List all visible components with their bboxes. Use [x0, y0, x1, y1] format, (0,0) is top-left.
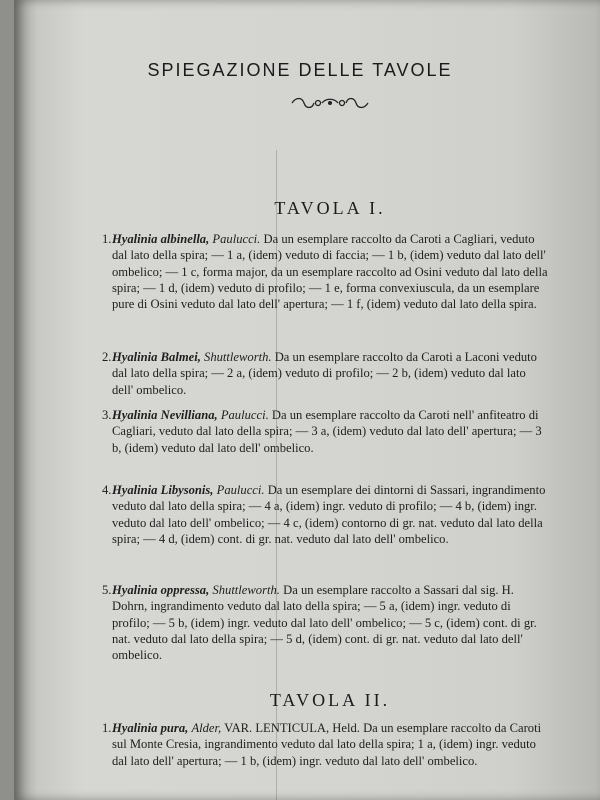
- entry-3: [102, 407, 550, 456]
- entry-description: Da un esemplare raccolto da Caroti a Laconi veduto dal lato della spira; — 2 a, (idem) veduto di profilo; — 2 b, (idem) veduto dal lato dell' ombelico.: [112, 350, 537, 397]
- tavola-1-heading: TAVOLA I.: [274, 198, 386, 218]
- species-name: Hyalinia Nevilliana,: [112, 408, 218, 422]
- species-name: Hyalinia albinella,: [112, 232, 210, 246]
- entry-number: 1.: [102, 721, 112, 735]
- author-name: Paulucci.: [220, 408, 269, 422]
- entry-number: 2.: [102, 350, 112, 364]
- entry-1: [102, 231, 550, 312]
- entry-description: Da un esemplare raccolto a Sassari dal sig. H. Dohrn, ingrandimento veduto dal lato della spira; — 5 a, (idem) ingr. veduto di profilo; — 5 b, (idem) ingr. veduto dal lato dell' ombelico; — 5 c, (idem) cont. di gr. nat. veduto dal lato della spira; — 5 d, (idem) cont. di gr. nat. veduto dal lato dell' ombelico.: [112, 583, 537, 663]
- floral-ornament-icon: [288, 96, 372, 110]
- author-name: Shuttleworth.: [212, 583, 280, 597]
- species-name: Hyalinia oppressa,: [112, 583, 210, 597]
- scanned-page: [14, 0, 600, 800]
- page-title: SPIEGAZIONE DELLE TAVOLE: [147, 60, 453, 80]
- author-name: Shuttleworth.: [204, 350, 272, 364]
- entry-number: 1.: [102, 232, 112, 246]
- author-name: Paulucci.: [216, 483, 265, 497]
- entry-description: VAR. LENTICULA, Held. Da un esemplare raccolto da Caroti sul Monte Cresia, ingrandimento veduto dal lato della spira; 1 a, (idem) ingr. veduto dal lato dell' apertura; — 1 b, (idem) ingr. veduto dal lato dell' ombelico.: [112, 721, 542, 768]
- entry-6: [102, 720, 550, 769]
- tavola-2-heading: TAVOLA II.: [269, 690, 391, 710]
- entry-number: 5.: [102, 583, 112, 597]
- entry-number: 4.: [102, 483, 112, 497]
- entry-description: Da un esemplare raccolto da Caroti a Cagliari, veduto dal lato della spira; — 1 a, (idem) veduto di faccia; — 1 b, (idem) veduto dal lato dell' ombelico; — 1 c, forma major, da un esemplare raccolto ad Osini veduto dal lato della spira; — 1 d, (idem) veduto di profilo; — 1 e, forma convexiuscula, da un esemplare pure di Osini veduto dal lato dell' apertura; — 1 f, (idem) veduto dal lato della spira.: [112, 232, 548, 312]
- author-name: Alder,: [191, 721, 222, 735]
- species-name: Hyalinia Libysonis,: [112, 483, 214, 497]
- entry-2: [102, 349, 550, 398]
- entry-4: [102, 482, 550, 547]
- species-name: Hyalinia pura,: [112, 721, 189, 735]
- author-name: Paulucci.: [212, 232, 261, 246]
- species-name: Hyalinia Balmei,: [112, 350, 201, 364]
- entry-5: [102, 582, 550, 663]
- entry-description: Da un esemplare raccolto da Caroti nell' anfiteatro di Cagliari, veduto dal lato della spira; — 3 a, (idem) veduto dal lato dell' apertura; — 3 b, (idem) veduto dal lato dell' ombelico.: [112, 408, 542, 455]
- entry-number: 3.: [102, 408, 112, 422]
- entry-description: Da un esemplare dei dintorni di Sassari, ingrandimento veduto dal lato della spira; — 4 a, (idem) ingr. veduto di profilo; — 4 b, (idem) ingr. veduto dal lato dell' ombelico; — 4 c, (idem) contorno di gr. nat. veduto dal lato della spira; — 4 d, (idem) cont. di gr. nat. veduto dal lato dell' ombelico.: [112, 483, 546, 546]
